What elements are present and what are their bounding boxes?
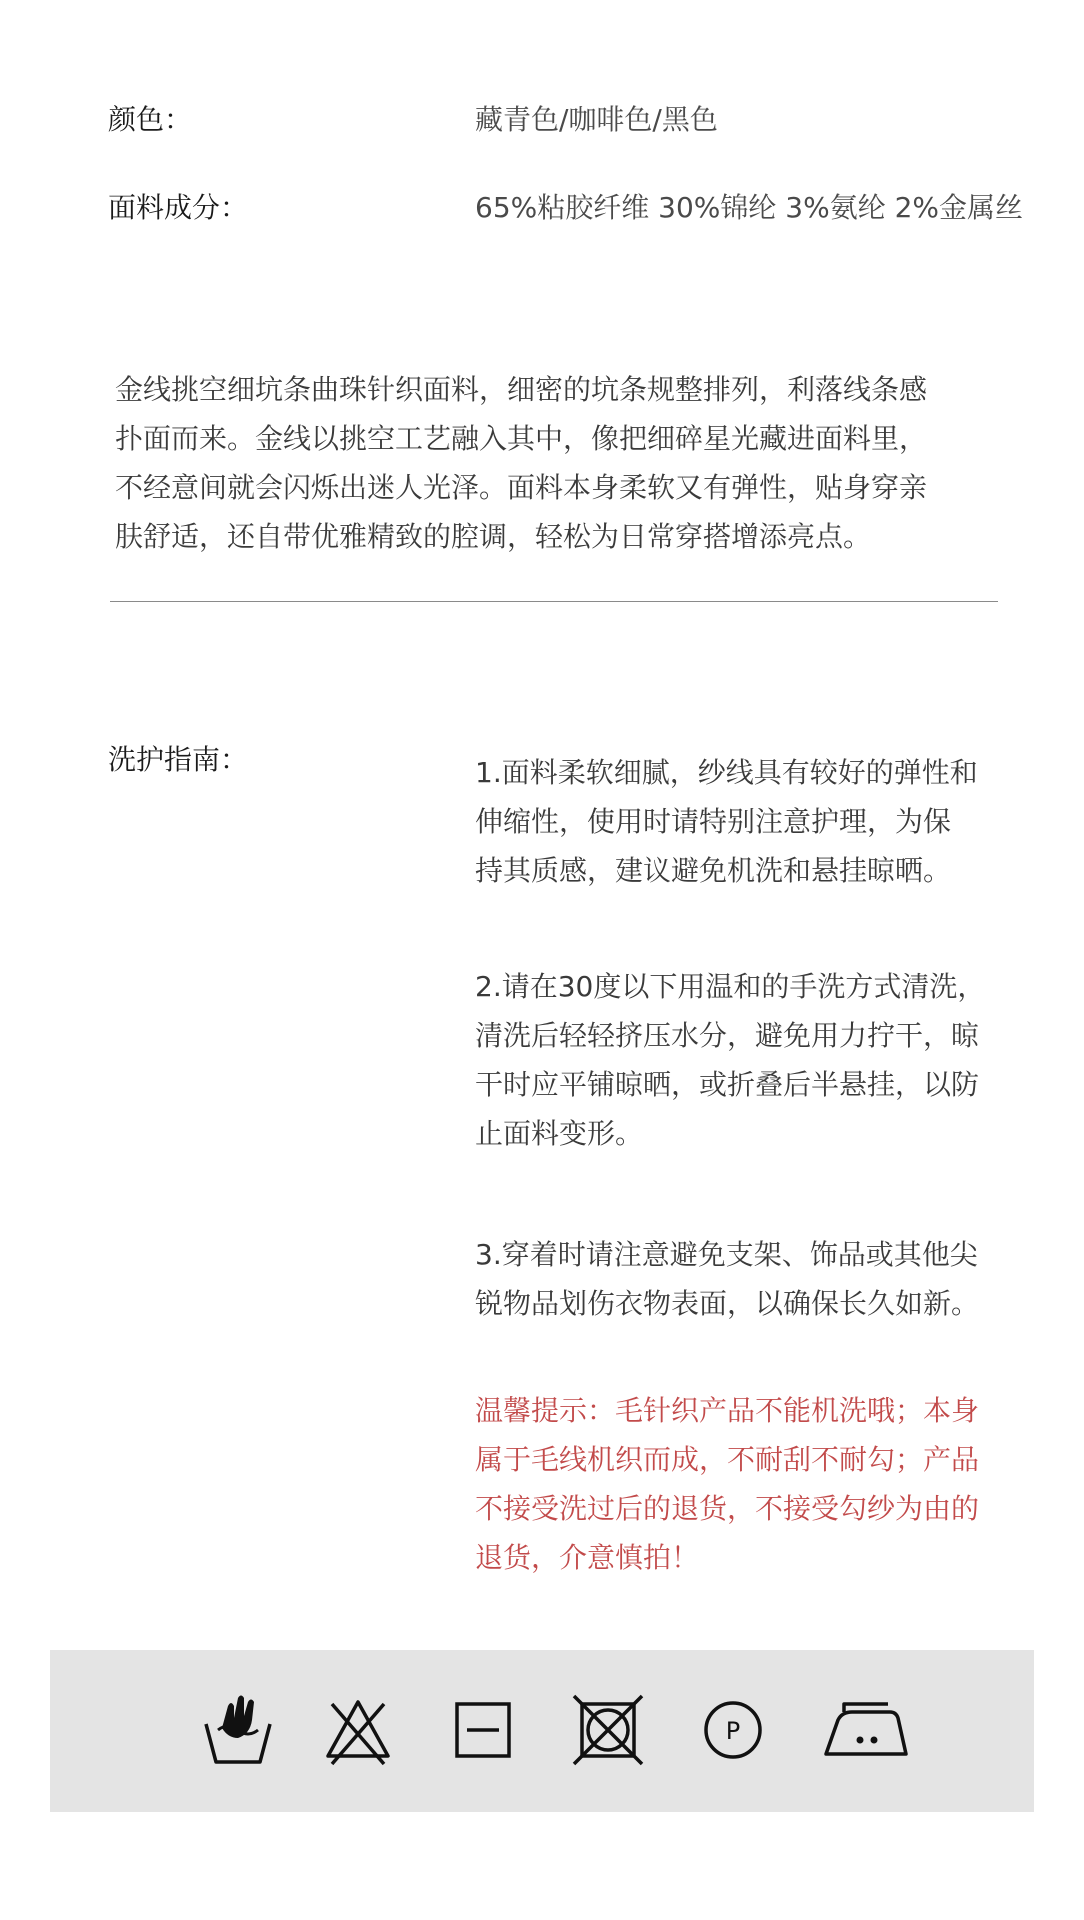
fabric-value: 65%粘胶纤维 30%锦纶 3%氨纶 2%金属丝 [475,191,1024,224]
professional-dry-clean-icon [693,1690,773,1770]
do-not-bleach-icon [318,1690,398,1770]
tip-line: 不接受洗过后的退货，不接受勾纱为由的 [475,1492,980,1525]
color-value: 藏青色/咖啡色/黑色 [475,103,718,136]
fabric-label: 面料成分： [108,191,249,224]
description-line: 扑面而来。金线以挑空工艺融入其中，像把细碎星光藏进面料里， [115,422,928,455]
care-guide-label: 洗护指南： [108,743,249,776]
tip-line: 退货，介意慎拍！ [475,1541,700,1574]
dry-flat-icon [443,1690,523,1770]
iron-medium-heat-icon [818,1690,918,1770]
care-line: 1.面料柔软细腻，纱线具有较好的弹性和 [475,756,978,789]
color-label: 颜色： [108,103,193,136]
fabric-description [115,365,1015,561]
dry-clean-letter: P [725,1717,741,1745]
care-line: 止面料变形。 [475,1117,644,1150]
care-line: 2.请在30度以下用温和的手洗方式清洗， [475,970,986,1003]
care-line: 持其质感，建议避免机洗和悬挂晾晒。 [475,854,952,887]
description-line: 金线挑空细坑条曲珠针织面料，细密的坑条规整排列，利落线条感 [115,373,928,406]
tip-line: 属于毛线机织而成，不耐刮不耐勾；产品 [475,1443,980,1476]
care-line: 干时应平铺晾晒，或折叠后半悬挂，以防 [475,1068,980,1101]
care-symbols-bar [50,1650,1034,1812]
care-line: 清洗后轻轻挤压水分，避免用力拧干，晾 [475,1019,980,1052]
hand-wash-icon [198,1690,278,1770]
description-line: 肤舒适，还自带优雅精致的腔调，轻松为日常穿搭增添亮点。 [115,520,872,553]
tip-line: 温馨提示：毛针织产品不能机洗哦；本身 [475,1394,980,1427]
do-not-tumble-dry-icon [568,1690,648,1770]
care-line: 3.穿着时请注意避免支架、饰品或其他尖 [475,1238,978,1271]
care-item-2 [475,962,1055,1158]
care-line: 伸缩性，使用时请特别注意护理，为保 [475,805,952,838]
care-line: 锐物品划伤衣物表面，以确保长久如新。 [475,1287,980,1320]
section-divider [110,601,998,602]
warm-tip [475,1386,1055,1582]
care-item-1 [475,748,1055,895]
description-line: 不经意间就会闪烁出迷人光泽。面料本身柔软又有弹性，贴身穿亲 [115,471,928,504]
care-item-3 [475,1230,1055,1328]
